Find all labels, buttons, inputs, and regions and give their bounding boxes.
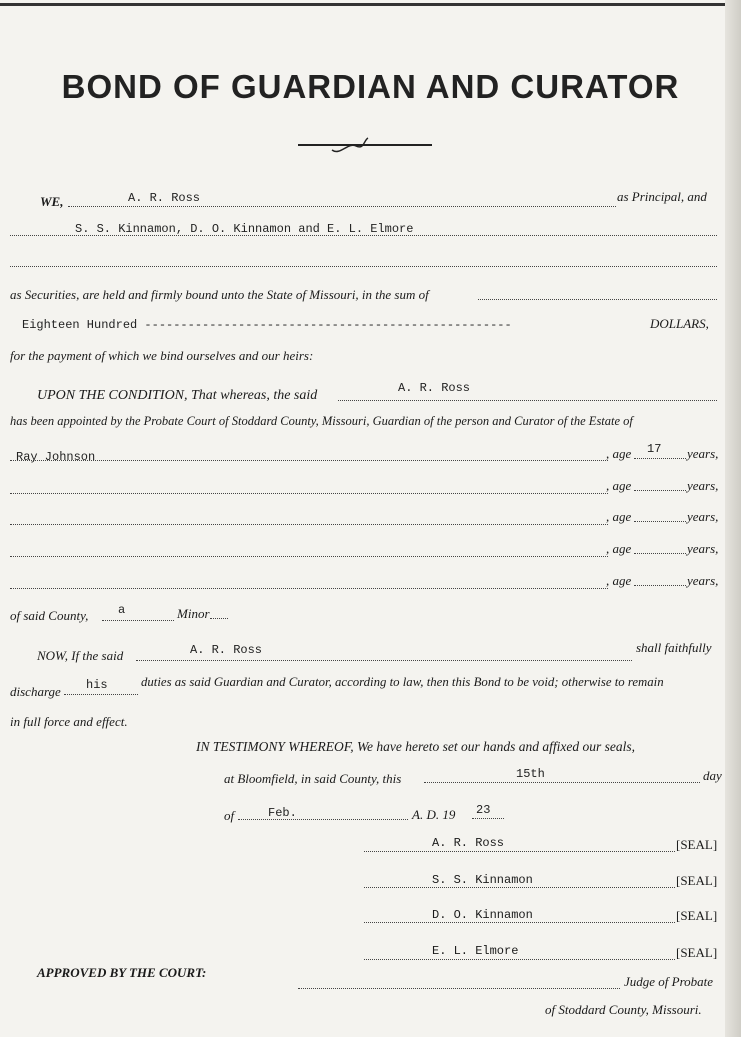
signature-2: S. S. Kinnamon bbox=[432, 873, 533, 887]
amount-value: Eighteen Hundred --------------------------------------------------- bbox=[22, 318, 512, 332]
month-value: Feb. bbox=[268, 806, 297, 820]
securities-text: as Securities, are held and firmly bound unto the State of Missouri, in the sum of bbox=[10, 287, 429, 302]
signature-line-4 bbox=[364, 959, 675, 960]
flourish-icon bbox=[330, 136, 370, 156]
duties-text: duties as said Guardian and Curator, according to law, then this Bond to be void; otherwise to remain bbox=[141, 675, 664, 689]
pronoun-line bbox=[64, 694, 138, 695]
condition-label: UPON THE CONDITION, That whereas, the said bbox=[37, 388, 318, 403]
signature-line-1 bbox=[364, 851, 675, 852]
age-line-4 bbox=[634, 553, 686, 554]
sureties-names: S. S. Kinnamon, D. O. Kinnamon and E. L. Elmore bbox=[75, 222, 414, 236]
force-text: in full force and effect. bbox=[10, 714, 128, 729]
seal-label-1: [SEAL] bbox=[676, 837, 718, 852]
pronoun-value: his bbox=[86, 678, 108, 692]
ward-line-2 bbox=[10, 493, 608, 494]
age-label-1: , age bbox=[606, 446, 632, 461]
now-label: NOW, If the said bbox=[37, 648, 124, 663]
years-label-4: years, bbox=[687, 541, 719, 556]
age-line-1 bbox=[634, 458, 686, 459]
seal-label-4: [SEAL] bbox=[676, 945, 718, 960]
minor-article: a bbox=[118, 603, 126, 617]
age-line-3 bbox=[634, 521, 686, 522]
years-label-3: years, bbox=[687, 509, 719, 524]
age-line-2 bbox=[634, 490, 686, 491]
discharge-label: discharge bbox=[10, 684, 61, 699]
signature-line-2 bbox=[364, 887, 675, 888]
testimony-text: IN TESTIMONY WHEREOF, We have hereto set our hands and affixed our seals, bbox=[196, 739, 635, 754]
signature-3: D. O. Kinnamon bbox=[432, 908, 533, 922]
sum-line bbox=[478, 299, 717, 300]
year-value: 23 bbox=[476, 803, 491, 817]
condition-line bbox=[338, 400, 717, 401]
years-label-5: years, bbox=[687, 573, 719, 588]
of-label: of bbox=[224, 808, 235, 823]
month-line bbox=[238, 819, 408, 820]
ad-label: A. D. 19 bbox=[412, 807, 456, 822]
signature-line-3 bbox=[364, 922, 675, 923]
ward-line-5 bbox=[10, 588, 608, 589]
faithfully-text: shall faithfully bbox=[636, 640, 712, 655]
county-label: of said County, bbox=[10, 608, 89, 623]
year-line bbox=[472, 818, 504, 819]
at-text: at Bloomfield, in said County, this bbox=[224, 771, 402, 786]
seal-label-3: [SEAL] bbox=[676, 908, 718, 923]
now-name: A. R. Ross bbox=[190, 643, 263, 657]
years-label-1: years, bbox=[687, 446, 719, 461]
page-edge bbox=[725, 0, 741, 1037]
signature-4: E. L. Elmore bbox=[432, 944, 519, 958]
minor-label: Minor bbox=[177, 606, 210, 621]
now-line bbox=[136, 660, 632, 661]
dollars-label: DOLLARS, bbox=[650, 316, 709, 331]
as-principal-text: as Principal, and bbox=[617, 189, 707, 204]
judge-text: Judge of Probate bbox=[624, 974, 714, 989]
age-label-4: , age bbox=[606, 541, 632, 556]
minor-article-line bbox=[102, 620, 174, 621]
principal-name: A. R. Ross bbox=[128, 191, 201, 205]
top-border bbox=[0, 3, 741, 6]
minor-trail-line bbox=[210, 618, 228, 619]
condition-name: A. R. Ross bbox=[398, 381, 471, 395]
payment-text: for the payment of which we bind ourselves and our heirs: bbox=[10, 348, 314, 363]
approved-text: APPROVED BY THE COURT: bbox=[37, 965, 207, 980]
ward-line-1 bbox=[10, 460, 608, 461]
day-value: 15th bbox=[516, 767, 545, 781]
we-label: WE, bbox=[40, 194, 64, 209]
seal-label-2: [SEAL] bbox=[676, 873, 718, 888]
age-label-3: , age bbox=[606, 509, 632, 524]
appointed-text: has been appointed by the Probate Court of Stoddard County, Missouri, Guardian of the person and Curator of the Estate of bbox=[10, 414, 633, 428]
age-line-5 bbox=[634, 585, 686, 586]
day-line bbox=[424, 782, 700, 783]
day-label: day bbox=[703, 768, 722, 783]
ward-line-4 bbox=[10, 556, 608, 557]
signature-1: A. R. Ross bbox=[432, 836, 505, 850]
county-text: of Stoddard County, Missouri. bbox=[545, 1002, 702, 1017]
ward-age: 17 bbox=[647, 442, 662, 456]
ward-line-3 bbox=[10, 524, 608, 525]
document-title: BOND OF GUARDIAN AND CURATOR bbox=[61, 68, 680, 105]
years-label-2: years, bbox=[687, 478, 719, 493]
age-label-5: , age bbox=[606, 573, 632, 588]
ward-name: Ray Johnson bbox=[16, 450, 96, 464]
age-label-2: , age bbox=[606, 478, 632, 493]
blank-line bbox=[10, 266, 717, 267]
principal-line bbox=[68, 206, 616, 207]
judge-line bbox=[298, 988, 620, 989]
